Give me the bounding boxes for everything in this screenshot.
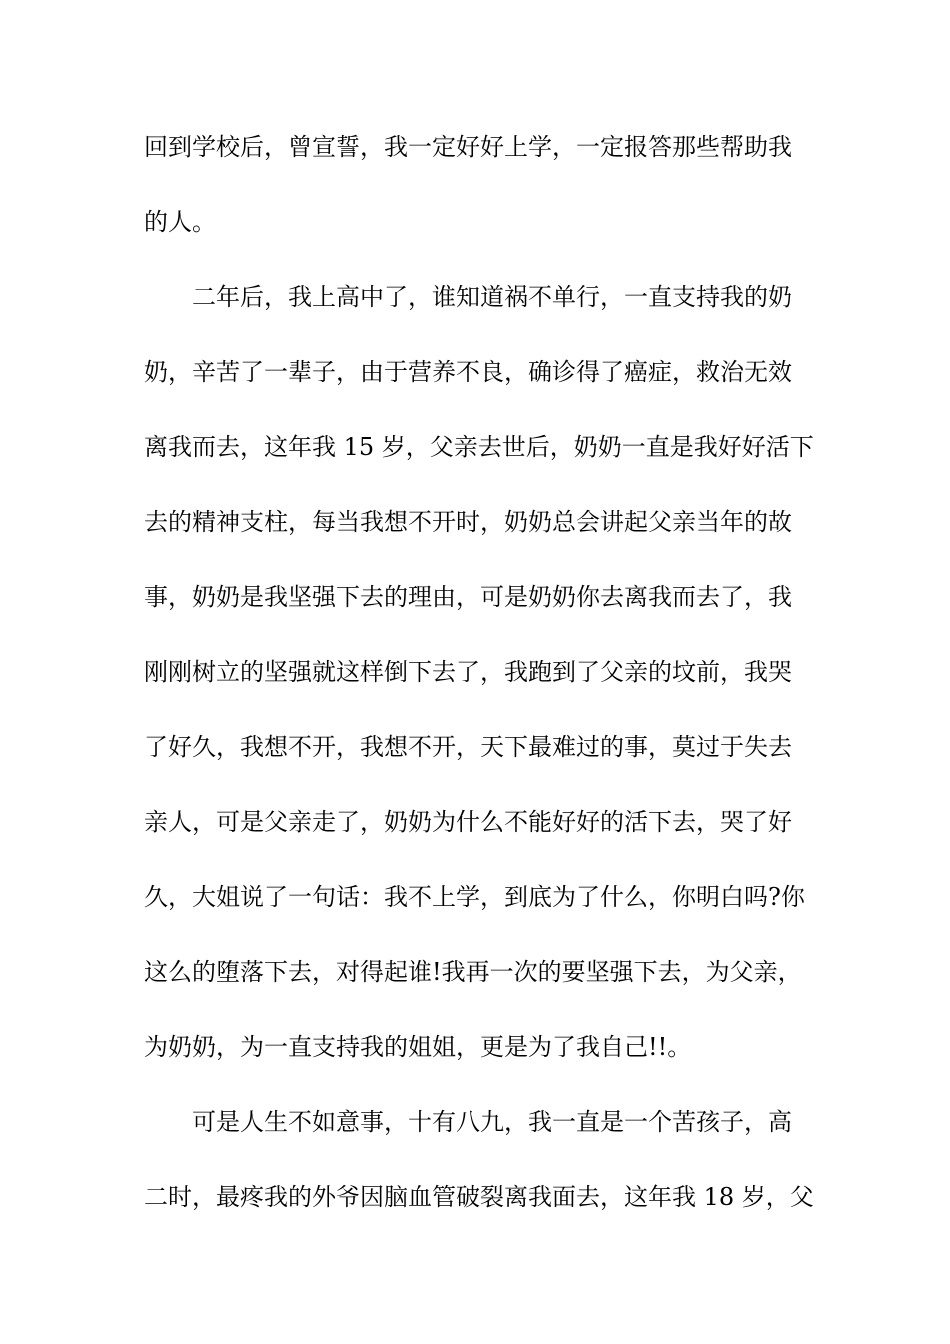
text-line: 的人。 — [144, 208, 216, 236]
text-line: 了好久，我想不开，我想不开，天下最难过的事，莫过于失去 — [144, 733, 792, 761]
paragraph-first-line: 二年后，我上高中了，谁知道祸不单行，一直支持我的奶 — [192, 283, 792, 311]
text-line: 久，大姐说了一句话：我不上学，到底为了什么，你明白吗?你 — [144, 883, 805, 911]
text-line: 离我而去，这年我 15 岁，父亲去世后，奶奶一直是我好好活下 — [144, 433, 814, 461]
text-line: 去的精神支柱，每当我想不开时，奶奶总会讲起父亲当年的故 — [144, 508, 792, 536]
text-line: 二时，最疼我的外爷因脑血管破裂离我面去，这年我 18 岁，父 — [144, 1183, 814, 1211]
text-line: 亲人，可是父亲走了，奶奶为什么不能好好的活下去，哭了好 — [144, 808, 792, 836]
text-line: 这么的堕落下去，对得起谁!我再一次的要坚强下去，为父亲， — [144, 958, 802, 986]
text-line: 回到学校后，曾宣誓，我一定好好上学，一定报答那些帮助我 — [144, 133, 792, 161]
text-line: 为奶奶，为一直支持我的姐姐，更是为了我自己!!。 — [144, 1033, 692, 1061]
text-line: 刚刚树立的坚强就这样倒下去了，我跑到了父亲的坟前，我哭 — [144, 658, 792, 686]
text-line: 奶，辛苦了一辈子，由于营养不良，确诊得了癌症，救治无效 — [144, 358, 792, 386]
text-line: 事，奶奶是我坚强下去的理由，可是奶奶你去离我而去了，我 — [144, 583, 792, 611]
paragraph-first-line: 可是人生不如意事，十有八九，我一直是一个苦孩子，高 — [192, 1108, 792, 1136]
